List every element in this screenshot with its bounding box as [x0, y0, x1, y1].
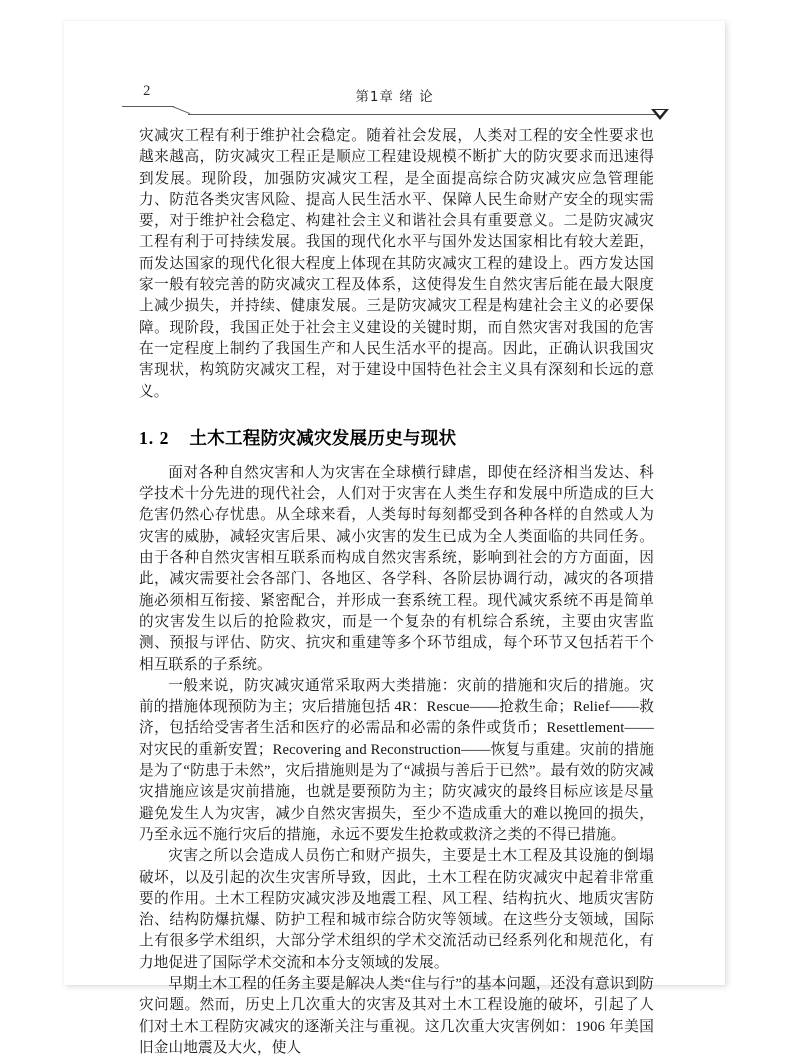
spacer — [139, 403, 654, 427]
header-rule-right-segment — [188, 114, 657, 115]
triangle-down-ornament-inner-icon — [655, 110, 665, 116]
section-title: 土木工程防灾减灾发展历史与现状 — [189, 428, 457, 449]
paragraph: 早期土木工程的任务主要是解决人类“住与行”的基本问题，还没有意识到防灾问题。然而，历史上几次重大的灾害及其对土木工程设施的破坏，引起了人们对土木工程防灾减灾的逐渐关注与重视。这几次重大灾害例如：1906 年美国旧金山地震及大火，使人 — [139, 975, 654, 1056]
paragraph: 灾害之所以会造成人员伤亡和财产损失，主要是土木工程及其设施的倒塌破坏，以及引起的次生灾害所导致，因此，土木工程在防灾减灾中起着非常重要的作用。土木工程防灾减灾涉及地震工程、风工程、结构抗火、地质灾害防治、结构防爆抗爆、防护工程和城市综合防灾等领域。在这些分支领域，国际上有很多学术组织，大部分学术组织的学术交流活动已经系列化和规范化，有力地促进了国际学术交流和本分支领域的发展。 — [139, 848, 654, 971]
spacer — [139, 450, 654, 463]
section-number: 1. 2 — [139, 427, 170, 448]
page-number: 2 — [143, 83, 151, 99]
paragraph-continuation: 灾减灾工程有利于维护社会稳定。随着社会发展，人类对工程的安全性要求也越来越高，防灾减灾工程正是顺应工程建设规模不断扩大的防灾要求而迅速得到发展。现阶段，加强防灾减灾工程，是全面提高综合防灾减灾应急管理能力、防范各类灾害风险、提高人民生活水平、保障人民生命财产安全的现实需要，对于维护社会稳定、构建社会主义和谐社会具有重要意义。二是防灾减灾工程有利于可持续发展。我国的现代化水平与国外发达国家相比有较大差距，而发达国家的现代化很大程度上体现在其防灾减灾工程的建设上。西方发达国家一般有较完善的防灾减灾工程及体系，这使得发生自然灾害后能在最大限度上减少损失，并持续、健康发展。三是防灾减灾工程是构建社会主义的必要保障。现阶段，我国正处于社会主义建设的关键时期，而自然灾害对我国的危害在一定程度上制约了我国生产和人民生活水平的提高。因此，正确认识我国灾害现状，构筑防灾减灾工程，对于建设中国特色社会主义具有深刻和长远的意义。 — [139, 128, 654, 400]
section-heading — [139, 427, 654, 450]
running-head — [64, 83, 725, 123]
chapter-running-title: 第1章 绪 论 — [355, 89, 434, 105]
body-text-block — [139, 126, 654, 1059]
paragraph: 一般来说，防灾减灾通常采取两大类措施：灾前的措施和灾后的措施。灾前的措施体现预防为主；灾后措施包括 4R：Rescue——抢救生命；Relief——救济，包括给受害者生活和医疗的必需品和必需的条件或货币；Resettlement——对灾民的重新安置；Recovering and Reconstruction——恢复与重建。灾前的措施是为了“防患于未然”，灾后措施则是为了“减损与善后于已然”。最有效的防灾减灾措施应该是灾前措施，也就是要预防为主；防灾减灾的最终目标应该是尽量避免发生人为灾害，减少自然灾害损失，至少不造成重大的难以挽回的损失，乃至永远不施行灾后的措施，永远不要发生抢救或救济之类的不得已措施。 — [139, 677, 654, 843]
paragraph: 面对各种自然灾害和人为灾害在全球横行肆虐，即使在经济相当发达、科学技术十分先进的现代社会，人们对于灾害在人类生存和发展中所造成的巨大危害仍然心存忧患。从全球来看，人类每时每刻都受到各种各样的自然或人为灾害的威胁，减轻灾害后果、减小灾害的发生已成为全人类面临的共同任务。由于各种自然灾害相互联系而构成自然灾害系统，影响到社会的方方面面，因此，减灾需要社会各部门、各地区、各学科、各阶层协调行动，减灾的各项措施必须相互衔接、紧密配合，并形成一套系统工程。现代减灾系统不再是简单的灾害发生以后的抢险救灾，而是一个复杂的有机综合系统，主要由灾害监测、预报与评估、防灾、抗灾和重建等多个环节组成，每个环节又包括若干个相互联系的子系统。 — [139, 464, 654, 673]
header-rule-left-segment — [122, 106, 174, 107]
book-page-sheet — [64, 21, 725, 1056]
